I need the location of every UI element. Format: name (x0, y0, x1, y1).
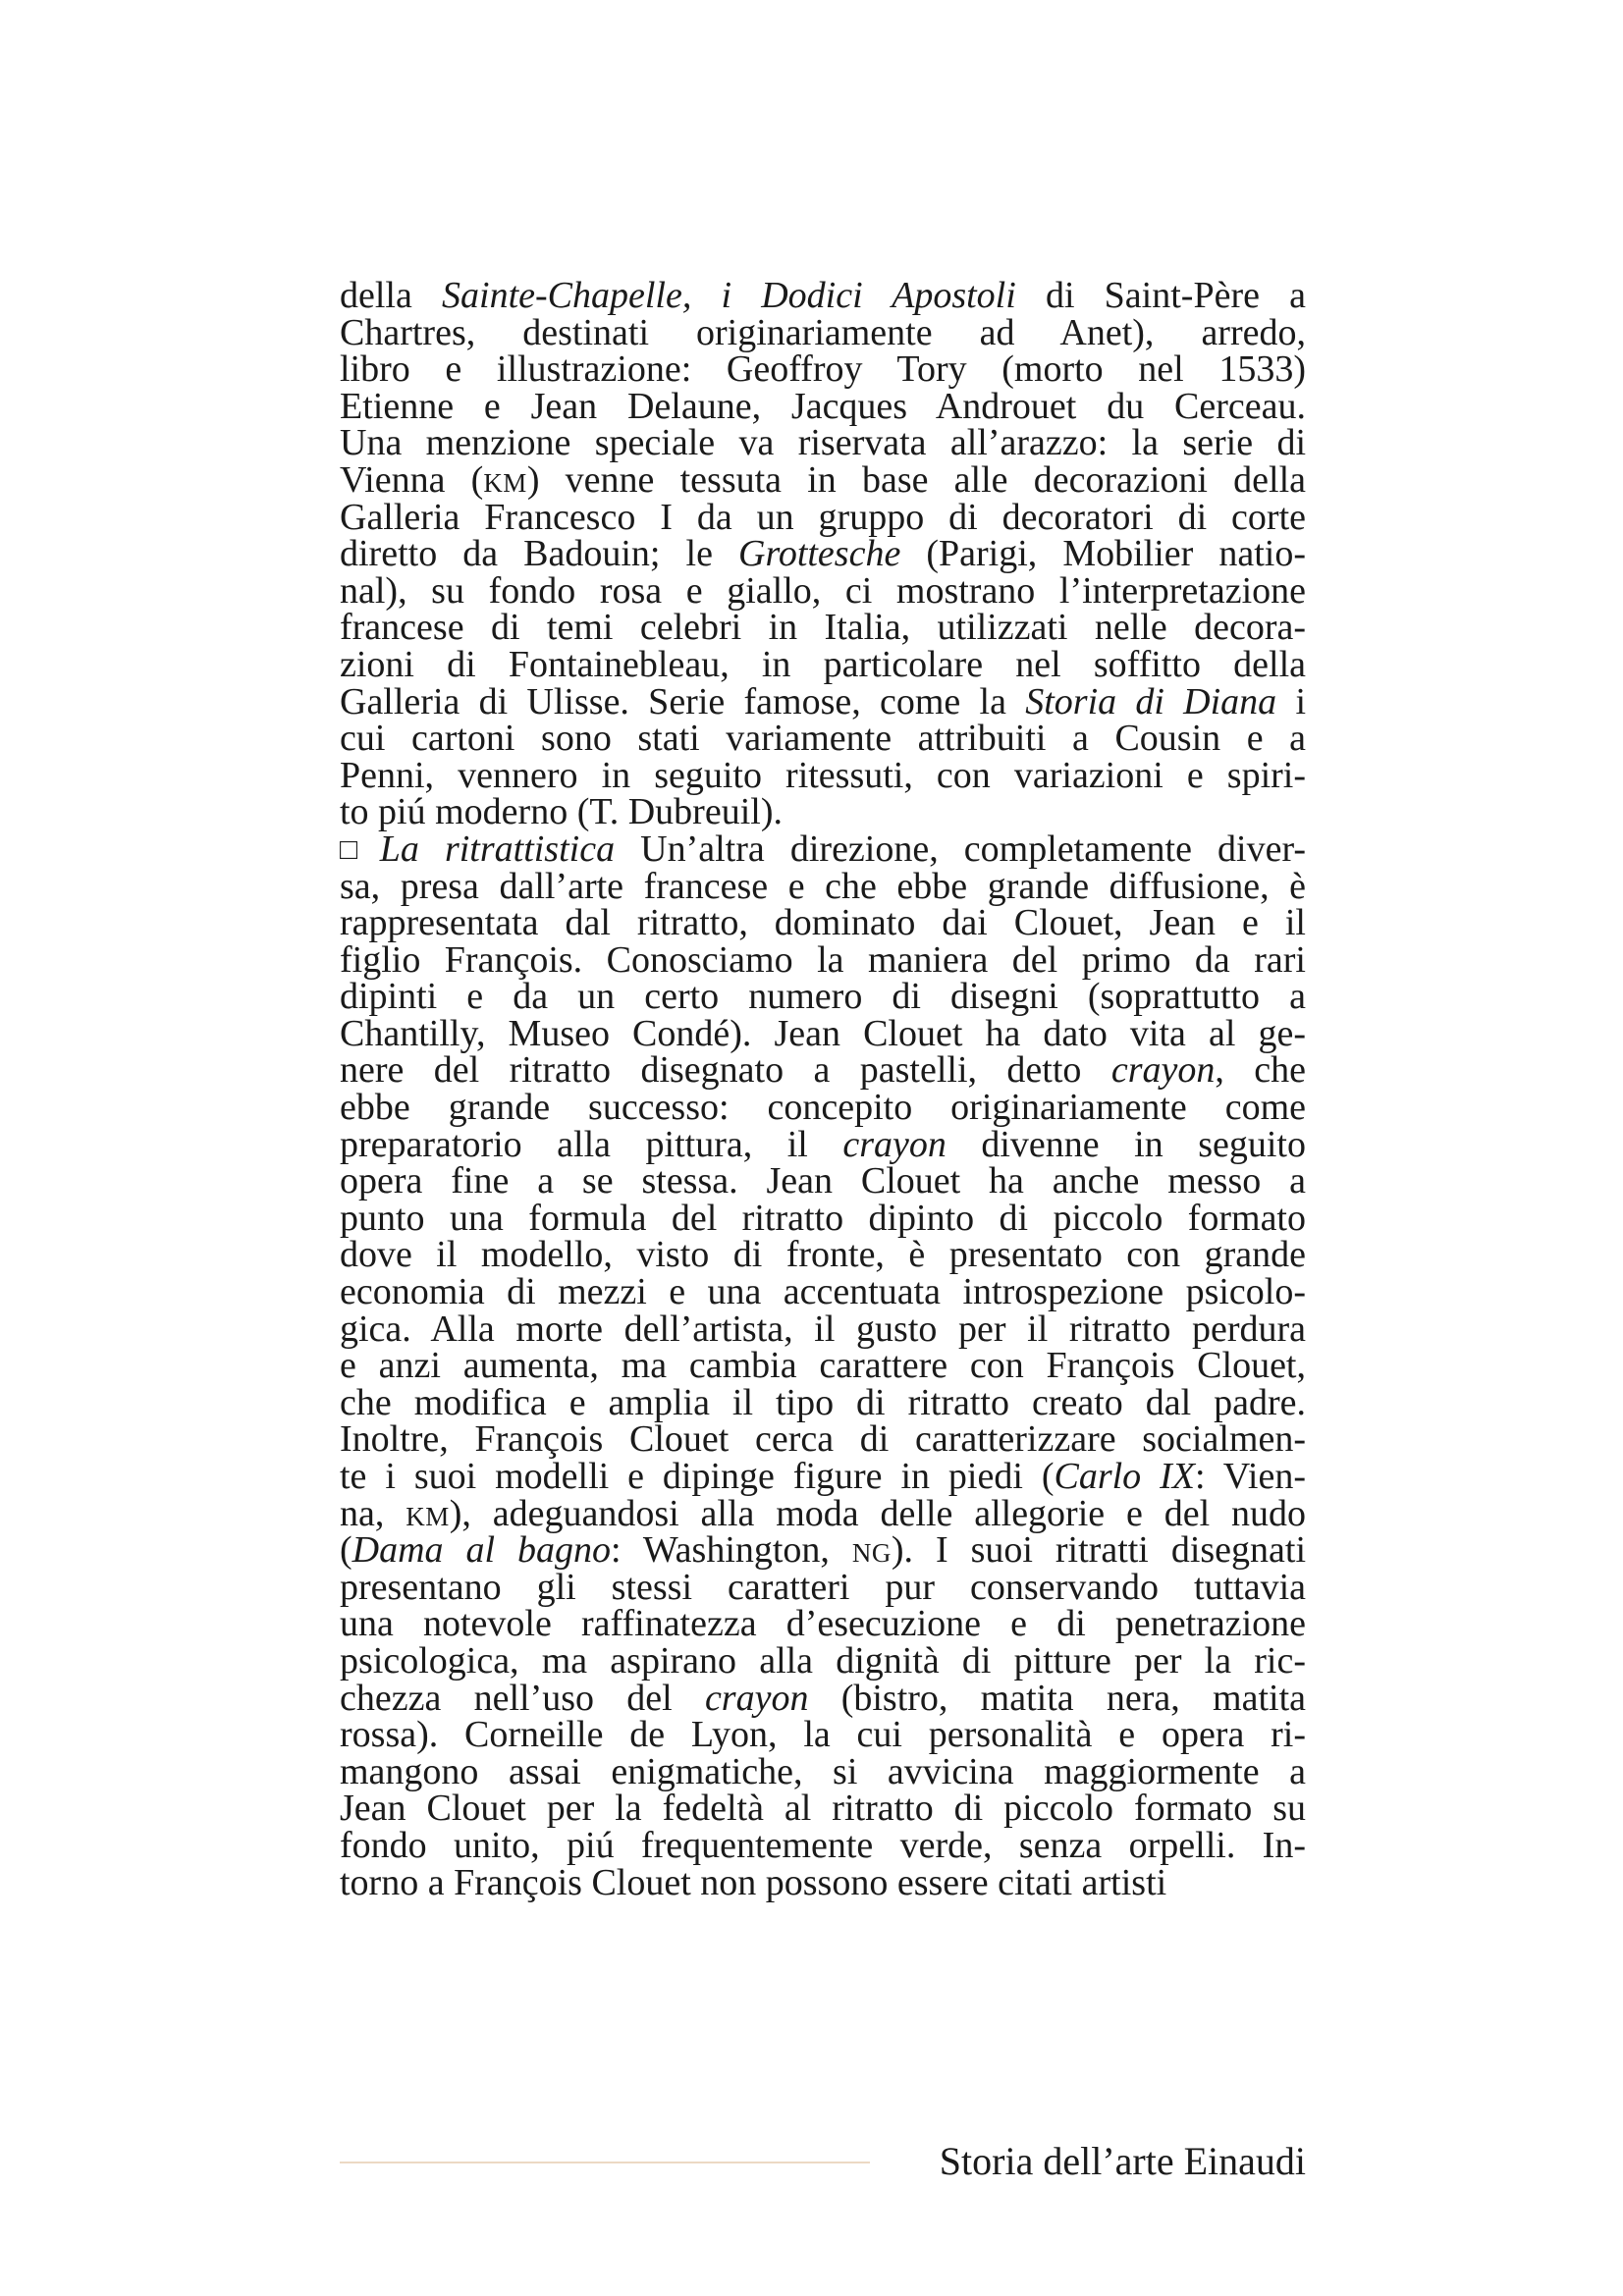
text-segment: Chantilly, Museo Condé). Jean Clouet ha dato vita al ge- (340, 1012, 1306, 1054)
text-line (340, 348, 1306, 391)
text-segment: figlio François. Conosciamo la maniera del primo da rari (340, 938, 1306, 981)
italic-text: Grottesche (738, 533, 901, 575)
text-segment: una notevole raffinatezza d’esecuzione e di penetrazione (340, 1603, 1306, 1645)
text-line (340, 1677, 1306, 1719)
text-segment: zioni di Fontainebleau, in particolare nel soffitto della (340, 643, 1306, 685)
text-line (340, 1790, 1306, 1828)
text-segment: i (1276, 680, 1306, 722)
text-line (340, 718, 1306, 760)
text-segment: Inoltre, François Clouet cerca di caratterizzare socialmen- (340, 1418, 1306, 1461)
footer-rule (340, 2162, 870, 2163)
text-line (340, 275, 1306, 316)
text-segment: Galleria Francesco I da un gruppo di decoratori di corte (340, 496, 1306, 538)
text-segment: psicologica, ma aspirano alla dignità di pitture per la ric- (340, 1639, 1306, 1682)
text-line (340, 422, 1306, 464)
text-segment: to piú moderno (T. Dubreuil). (340, 791, 783, 833)
text-segment: Penni, vennero in seguito ritessuti, con variazioni e spiri- (340, 754, 1306, 796)
text-line (340, 607, 1306, 649)
text-line (340, 1418, 1306, 1461)
italic-text: crayon (704, 1677, 809, 1719)
abbreviation: ng (851, 1529, 892, 1572)
text-segment: dipinti e da un certo numero di disegni (soprattutto a (340, 976, 1306, 1018)
text-segment: Galleria di Ulisse. Serie famose, come la (340, 680, 1026, 722)
footer-title: Storia dell’arte Einaudi (939, 2139, 1306, 2183)
text-line (340, 643, 1306, 685)
text-line (340, 680, 1306, 722)
text-segment: Una menzione speciale va riservata all’arazzo: la serie di (340, 422, 1306, 464)
text-segment: presentano gli stessi caratteri pur conservando tuttavia (340, 1566, 1306, 1608)
text-line (340, 1271, 1306, 1313)
text-segment: ), adeguandosi alla moda delle allegorie e del nudo (449, 1492, 1306, 1534)
text-segment: ). I suoi ritratti disegnati (891, 1529, 1307, 1572)
text-segment: di Saint-Père a (1015, 275, 1306, 316)
text-segment: Vienna ( (340, 458, 484, 501)
text-line (340, 1234, 1306, 1276)
text-segment: chezza nell’uso del (340, 1677, 705, 1719)
text-line (340, 828, 1306, 870)
text-segment: fondo unito, piú frequentemente verde, senza orpelli. In- (340, 1824, 1306, 1866)
text-line (340, 1456, 1306, 1497)
text-line (340, 1639, 1306, 1682)
text-line (340, 1197, 1306, 1239)
text-line (340, 1750, 1306, 1792)
text-line (340, 569, 1306, 612)
text-line (340, 1160, 1306, 1202)
text-line (340, 496, 1306, 538)
text-line (340, 902, 1306, 944)
text-line (340, 1603, 1306, 1645)
text-segment: nal), su fondo rosa e giallo, ci mostrano l’interpretazione (340, 569, 1306, 612)
text-line (340, 1049, 1307, 1092)
italic-text: Storia di Diana (1025, 680, 1277, 722)
text-segment: (bistro, matita nera, matita (808, 1677, 1306, 1719)
text-segment: libro e illustrazione: Geoffroy Tory (morto nel 1533) (340, 348, 1306, 391)
text-line (340, 1529, 1307, 1572)
text-segment: Un’altra direzione, completamente diver- (615, 828, 1306, 870)
text-line (340, 865, 1306, 907)
text-line (340, 1308, 1306, 1350)
text-segment: Jean Clouet per la fedeltà al ritratto di piccolo formato su (340, 1788, 1306, 1830)
abbreviation: km (483, 458, 527, 501)
text-line (340, 311, 1306, 353)
italic-text: crayon (842, 1123, 947, 1165)
text-segment: gica. Alla morte dell’artista, il gusto per il ritratto perdura (340, 1308, 1306, 1350)
text-segment: economia di mezzi e una accentuata introspezione psicolo- (340, 1271, 1306, 1313)
text-segment: e anzi aumenta, ma cambia carattere con François Clouet, (340, 1345, 1306, 1387)
text-line (340, 1012, 1306, 1054)
text-segment: Etienne e Jean Delaune, Jacques Androuet du Cerceau. (340, 385, 1306, 427)
text-line (340, 1087, 1306, 1129)
text-segment: dove il modello, visto di fronte, è presentato con grande (340, 1234, 1306, 1276)
italic-text: crayon (1110, 1049, 1216, 1092)
text-line (340, 791, 1306, 833)
text-segment: Chartres, destinati originariamente ad Anet), arredo, (340, 311, 1306, 353)
italic-text: Dama al bagno (352, 1529, 612, 1572)
text-segment: ebbe grande successo: concepito originariamente come (340, 1087, 1306, 1129)
text-segment: na, (340, 1492, 406, 1534)
text-segment: preparatorio alla pittura, il (340, 1123, 843, 1165)
text-segment: (Parigi, Mobilier natio- (900, 533, 1307, 575)
text-line (340, 976, 1306, 1018)
text-line (340, 1381, 1306, 1423)
body-text (340, 275, 1307, 1903)
text-segment: cui cartoni sono stati variamente attribuiti a Cousin e a (340, 718, 1306, 760)
text-segment: , che (1215, 1049, 1307, 1092)
text-segment: ( (340, 1529, 352, 1572)
text-segment: che modifica e amplia il tipo di ritratto creato dal padre. (340, 1381, 1306, 1423)
italic-text: La ritrattistica (379, 828, 616, 870)
text-segment: francese di temi celebri in Italia, utilizzati nelle decora- (340, 607, 1306, 649)
text-segment: punto una formula del ritratto dipinto di piccolo formato (340, 1197, 1306, 1239)
text-segment: te i suoi modelli e dipinge figure in piedi ( (340, 1456, 1055, 1497)
text-line (340, 754, 1306, 796)
text-line (340, 1861, 1306, 1903)
text-line (340, 385, 1306, 427)
text-segment: opera fine a se stessa. Jean Clouet ha anche messo a (340, 1160, 1306, 1202)
section-marker-icon: □ (340, 832, 374, 866)
text-segment: nere del ritratto disegnato a pastelli, detto (340, 1049, 1111, 1092)
page-footer (340, 2132, 1306, 2191)
text-segment: rossa). Corneille de Lyon, la cui personalità e opera ri- (340, 1714, 1306, 1756)
text-line (340, 1566, 1306, 1608)
text-line (340, 1824, 1306, 1866)
text-line (340, 938, 1306, 981)
text-segment: ) venne tessuta in base alle decorazioni della (526, 458, 1306, 501)
abbreviation: km (406, 1492, 450, 1534)
text-segment: sa, presa dall’arte francese e che ebbe grande diffusione, è (340, 865, 1306, 907)
text-segment: : Washington, (611, 1529, 852, 1572)
italic-text: Sainte-Chapelle, i Dodici Apostoli (442, 275, 1016, 316)
italic-text: Carlo IX (1054, 1456, 1195, 1497)
text-line (340, 1345, 1306, 1387)
text-line (340, 1492, 1306, 1534)
text-line (340, 533, 1307, 575)
text-segment: torno a François Clouet non possono essere citati artisti (340, 1861, 1167, 1903)
text-segment: : Vien- (1194, 1456, 1306, 1497)
text-segment: mangono assai enigmatiche, si avvicina maggiormente a (340, 1750, 1306, 1792)
text-segment: diretto da Badouin; le (340, 533, 738, 575)
text-segment: della (340, 275, 443, 316)
text-line (340, 1714, 1306, 1756)
text-segment: divenne in seguito (946, 1123, 1306, 1165)
text-line (340, 1123, 1306, 1165)
text-segment: rappresentata dal ritratto, dominato dai Clouet, Jean e il (340, 902, 1306, 944)
text-line (340, 458, 1306, 501)
